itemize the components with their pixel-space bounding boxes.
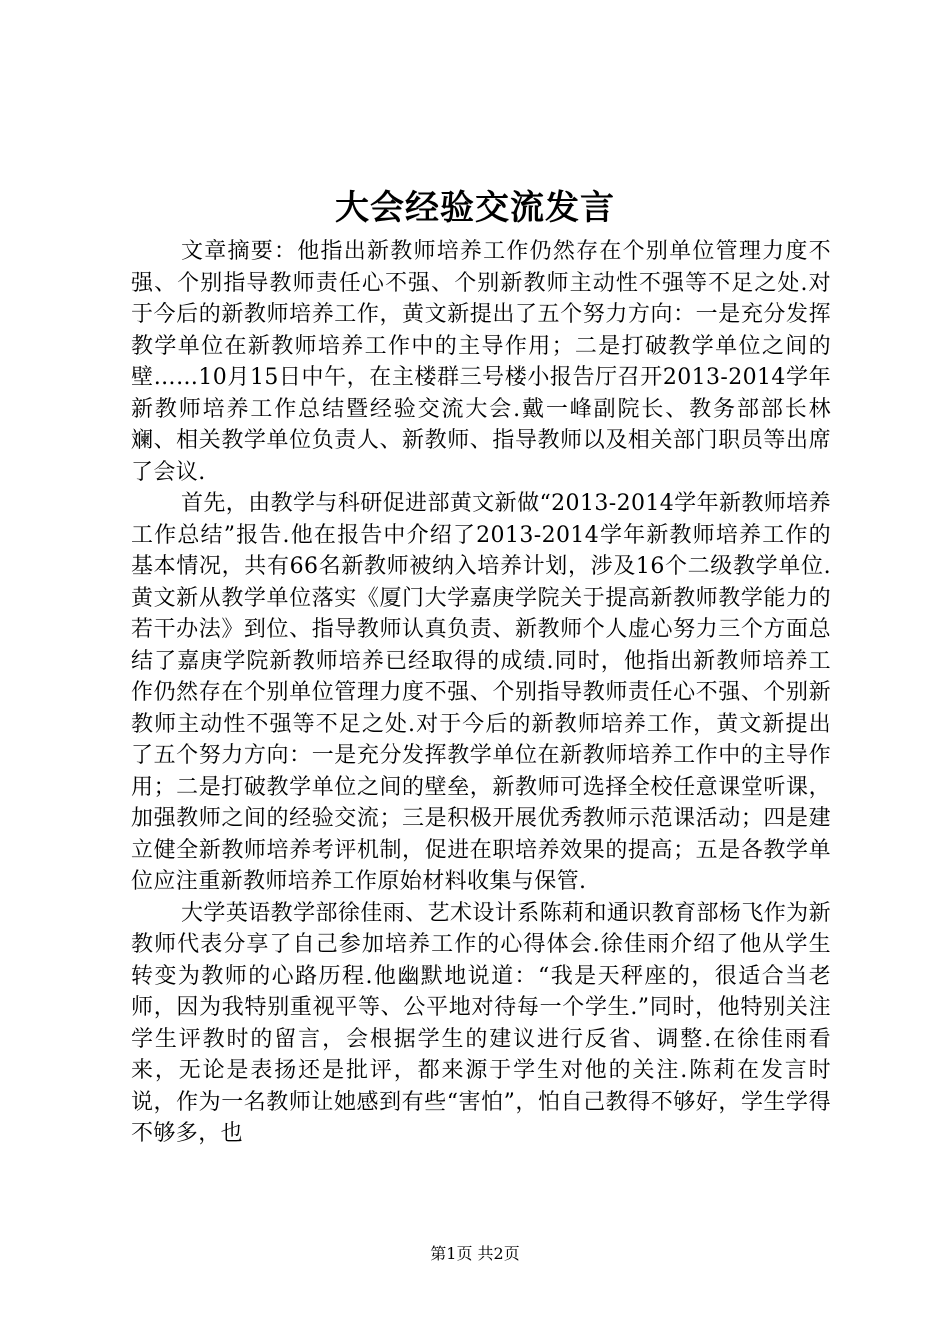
document-title: 大会经验交流发言 [335, 188, 615, 228]
page-footer: 第1页 共2页 [430, 1244, 520, 1263]
document-body [131, 236, 831, 1150]
paragraph-report-summary: 首先，由教学与科研促进部黄文新做“2013-2014学年新教师培养工作总结”报告.他在报告中介绍了2013-2014学年新教师培养工作的基本情况，共有66名新教师被纳入培养计划，涉及16个二级教学单位.黄文新从教学单位落实《厦门大学嘉庚学院关于提高新教师教学能力的若干办法》到位、指导教师认真负责、新教师个人虚心努力三个方面总结了嘉庚学院新教师培养已经取得的成绩.同时，他指出新教师培养工作仍然存在个别单位管理力度不强、个别指导教师责任心不强、个别新教师主动性不强等不足之处.对于今后的新教师培养工作，黄文新提出了五个努力方向：一是充分发挥教学单位在新教师培养工作中的主导作用；二是打破教学单位之间的壁垒，新教师可选择全校任意课堂听课，加强教师之间的经验交流；三是积极开展优秀教师示范课活动；四是建立健全新教师培养考评机制，促进在职培养效果的提高；五是各教学单位应注重新教师培养工作原始材料收集与保管. [131, 491, 831, 894]
paragraph-teacher-representatives: 大学英语教学部徐佳雨、艺术设计系陈莉和通识教育部杨飞作为新教师代表分享了自己参加培养工作的心得体会.徐佳雨介绍了他从学生转变为教师的心路历程.他幽默地说道：“我是天秤座的，很适合当老师，因为我特别重视平等、公平地对待每一个学生.”同时，他特别关注学生评教时的留言，会根据学生的建议进行反省、调整.在徐佳雨看来，无论是表扬还是批评，都来源于学生对他的关注.陈莉在发言时说，作为一名教师让她感到有些“害怕”，怕自己教得不够好，学生学得不够多，也 [131, 900, 831, 1146]
paragraph-abstract: 文章摘要：他指出新教师培养工作仍然存在个别单位管理力度不强、个别指导教师责任心不强、个别新教师主动性不强等不足之处.对于今后的新教师培养工作，黄文新提出了五个努力方向：一是充分发挥教学单位在新教师培养工作中的主导作用；二是打破教学单位之间的壁……10月15日中午，在主楼群三号楼小报告厅召开2013-2014学年新教师培养工作总结暨经验交流大会.戴一峰副院长、教务部部长林斓、相关教学单位负责人、新教师、指导教师以及相关部门职员等出席了会议. [131, 239, 831, 485]
